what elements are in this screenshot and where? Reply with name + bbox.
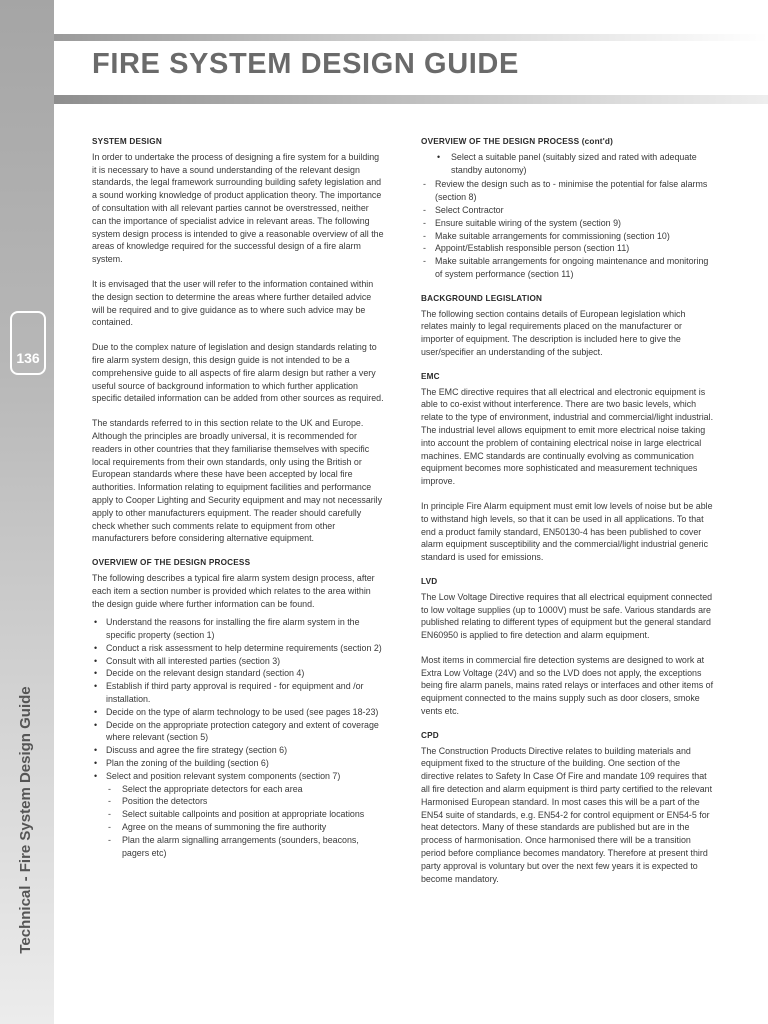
list-item: - Ensure suitable wiring of the system (section 9) [421,217,714,230]
section-title-vertical: Technical - Fire System Design Guide [17,686,34,954]
paragraph: The following describes a typical fire alarm system design process, after each item a section number is provided which relates to the area within the design guide where further information can be found. [92,572,375,609]
overview-bullet-list [92,616,385,859]
paragraph: Most items in commercial fire detection systems are designed to work at Extra Low Voltage (24V) and so the LVD does not apply, the exceptions being fire alarm panels, mains rated relays or interfaces and other items of equipment connected to the mains supply such as door closers, smoke vents etc. [421,654,714,717]
paragraph: The EMC directive requires that all electrical and electronic equipment is able to co-exist without interference. There are two basic levels, which relate to the type of environment, industrial and commercial/light industrial. The industrial level allows equipment to emit more electrical noise taking into account the problem of containing electrical noise in large electrical machines. EMC standards are continually evolving as communication equipment becomes more sophisticated and measurement techniques improve. [421,386,714,487]
list-item: • Consult with all interested parties (section 3) [92,655,385,668]
list-item: • Plan the zoning of the building (section 6) [92,757,385,770]
section-heading-overview: OVERVIEW OF THE DESIGN PROCESS [92,558,251,568]
header-bottom-rule [54,95,768,104]
list-item: - Make suitable arrangements for ongoing maintenance and monitoring of system performance (section 11) [421,255,714,281]
overview-contd-bullet-list [421,151,714,177]
page-number: 136 [16,350,40,366]
list-item: • Conduct a risk assessment to help determine requirements (section 2) [92,642,385,655]
paragraph: In order to undertake the process of designing a fire system for a building it is necessary to have a sound understanding of the relevant design standards, the legal framework surrounding building safety legislation and a sound working knowledge of product application theory. The importance of consultation with all relevant parties cannot be overstressed, neither can the importance of specialist advice in relevant areas. The following system design process is intended to give a reasonable overview of all the areas of knowledge required for the successful design of a fire alarm system. [92,151,384,265]
page-title: FIRE SYSTEM DESIGN GUIDE [92,48,519,80]
section-heading-emc: EMC [421,371,440,381]
paragraph: It is envisaged that the user will refer to the information contained within the design section to determine the areas where further detailed advice will be required and to give guidance as to where such advice may be contained. [92,278,374,328]
list-item: - Appoint/Establish responsible person (section 11) [421,242,714,255]
section-heading-system-design: SYSTEM DESIGN [92,137,162,146]
section-heading-cpd: CPD [421,730,439,740]
sub-list-item: - Select the appropriate detectors for each area [92,783,385,796]
paragraph: The Low Voltage Directive requires that all electrical equipment connected to low voltage supplies (up to 1000V) must be safe. Various standards are published relating to different types of equipment but the general standard EN60950 is applied to fire detection and alarm equipment. [421,591,713,641]
list-item: - Make suitable arrangements for commissioning (section 10) [421,230,714,243]
paragraph: The standards referred to in this section relate to the UK and Europe. Although the principles are broadly universal, it is recommended for readers in other countries that they familiarise themselves with specific local requirements from their own standards, only using the British or European standards where these have been accepted by local fire authorities. Information relating to equipment facilities and performance apply to Cooper Lighting and Security equipment and may not necessarily apply to other manufacturers equipment. The reader should carefully check whether such comments relate to equipment from other manufacturers before considering alternative equipment. [92,418,383,544]
sub-list-item: - Agree on the means of summoning the fire authority [92,821,385,834]
list-item: • Establish if third party approval is required - for equipment and /or installation. [92,680,385,706]
paragraph: In principle Fire Alarm equipment must emit low levels of noise but be able to withstand high levels, so that it can be used in all applications. To that end a product family standard, EN50130-4 has been published to cover alarm equipment susceptibility and the commercial/light industrial generic standard is used for emissions. [421,500,713,563]
list-item: - Select Contractor [421,204,714,217]
left-column [92,136,385,871]
overview-contd-dash-list [421,178,714,280]
paragraph: The Construction Products Directive relates to building materials and equipment fixed to the structure of the building. One section of the directive relates to Safety In Case Of Fire and mandate 109 requires that all fire detection and alarm equipment is third party certified to the relevant Harmonised European standard. In most cases this will be a part of the EN54 suite of standards, e.g. EN54-2 for control equipment or EN54-5 for heat detectors. Many of these standards are published but are in the process of harmonisation. Once harmonised there will be a transition period before compliance becomes mandatory. Therefore at present third party approval is voluntary but over the next few years it is expected to become mandatory. [421,745,713,884]
paragraph: Due to the complex nature of legislation and design standards relating to fire alarm system design, this design guide is not intended to be a comprehensive guide to all aspects of fire alarm design but rather a very useful source of background information to which further application specific detailed information can be added from other sources as required. [92,342,384,404]
section-heading-background: BACKGROUND LEGISLATION [421,293,543,303]
sub-list-item: - Position the detectors [92,795,385,808]
list-item: • Decide on the type of alarm technology to be used (see pages 18-23) [92,706,385,719]
list-item: • Discuss and agree the fire strategy (section 6) [92,744,385,757]
sub-list-item: - Select suitable callpoints and position at appropriate locations [92,808,385,821]
list-item: • Understand the reasons for installing the fire alarm system in the specific property (section 1) [92,616,385,642]
paragraph: The following section contains details of European legislation which relates mainly to legal requirements placed on the manufacturer or importer of equipment. The description is included here to give the user/specifier an understanding of the subject. [421,308,686,357]
header-top-rule [54,34,768,41]
list-item: • Decide on the appropriate protection category and extent of coverage where relevant (section 5) [92,719,385,745]
section-heading-lvd: LVD [421,576,438,586]
list-item: • Select a suitable panel (suitably sized and rated with adequate standby autonomy) [421,151,714,177]
sub-list-item: - Plan the alarm signalling arrangements (sounders, beacons, pagers etc) [92,834,385,860]
list-item: - Review the design such as to - minimise the potential for false alarms (section 8) [421,178,714,204]
right-column [421,136,714,897]
list-item: • Select and position relevant system components (section 7) [92,770,385,783]
section-heading-overview-contd: OVERVIEW OF THE DESIGN PROCESS (cont'd) [421,137,614,146]
list-item: • Decide on the relevant design standard (section 4) [92,667,385,680]
